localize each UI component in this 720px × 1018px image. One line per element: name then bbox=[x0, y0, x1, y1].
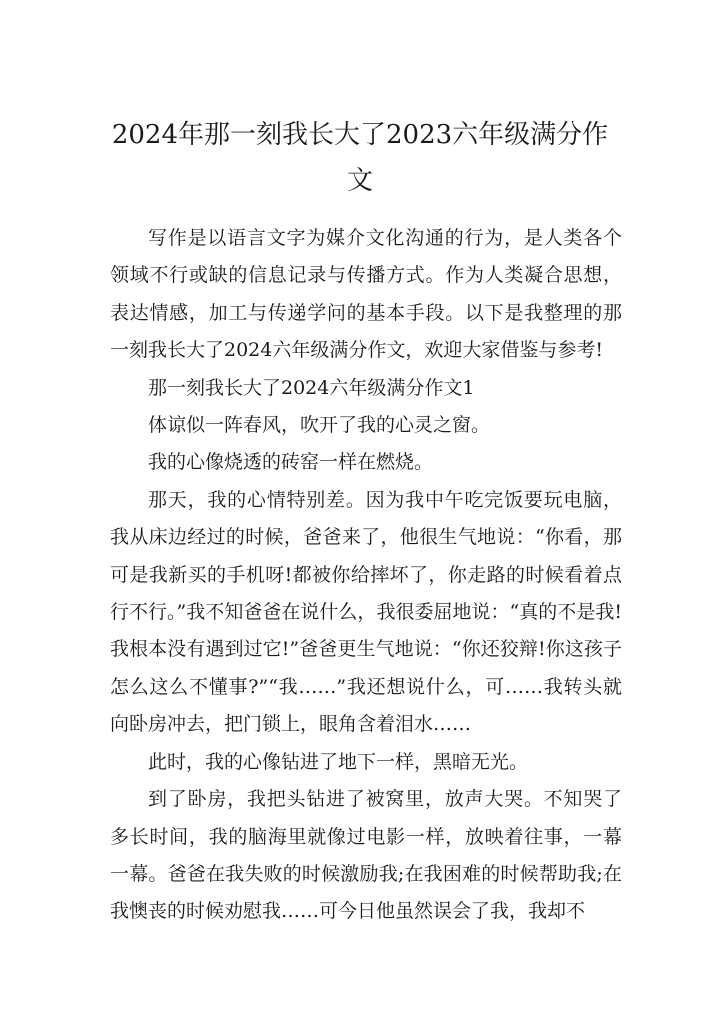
paragraph: 此时，我的心像钻进了地下一样，黑暗无光。 bbox=[148, 750, 529, 773]
document-body bbox=[110, 220, 622, 931]
paragraph: 体谅似一阵春风，吹开了我的心灵之窗。 bbox=[148, 414, 491, 437]
paragraph: 那天，我的心情特别差。因为我中午吃完饭要玩电脑，我从床边经过的时候，爸爸来了，他很生气地说：“你看，那可是我新买的手机呀!都被你给摔坏了，你走路的时候看着点行不行。”我不知爸爸在说什么，我很委屈地说：“真的不是我!我根本没有遇到过它!”爸爸更生气地说：“你还狡辩!你这孩子怎么这么不懂事?”“我……”我还想说什么，可……我转头就向卧房冲去，把门锁上，眼角含着泪水…… bbox=[110, 488, 622, 736]
paragraph-intro: 写作是以语言文字为媒介文化沟通的行为，是人类各个领域不行或缺的信息记录与传播方式。作为人类凝合思想，表达情感，加工与传递学问的基本手段。以下是我整理的那一刻我长大了2024六年级满分作文，欢迎大家借鉴与参考! bbox=[110, 227, 622, 362]
paragraph: 我的心像烧透的砖窑一样在燃烧。 bbox=[148, 451, 434, 474]
paragraph-essay-heading: 那一刻我长大了2024六年级满分作文1 bbox=[148, 376, 475, 399]
document-title: 2024年那一刻我长大了2023六年级满分作文 bbox=[111, 120, 609, 196]
paragraph: 到了卧房，我把头钻进了被窝里，放声大哭。不知哭了多长时间，我的脑海里就像过电影一样，放映着往事，一幕一幕。爸爸在我失败的时候激励我;在我困难的时候帮助我;在我懊丧的时候劝慰我……可今日他虽然误会了我，我却不 bbox=[110, 788, 622, 923]
